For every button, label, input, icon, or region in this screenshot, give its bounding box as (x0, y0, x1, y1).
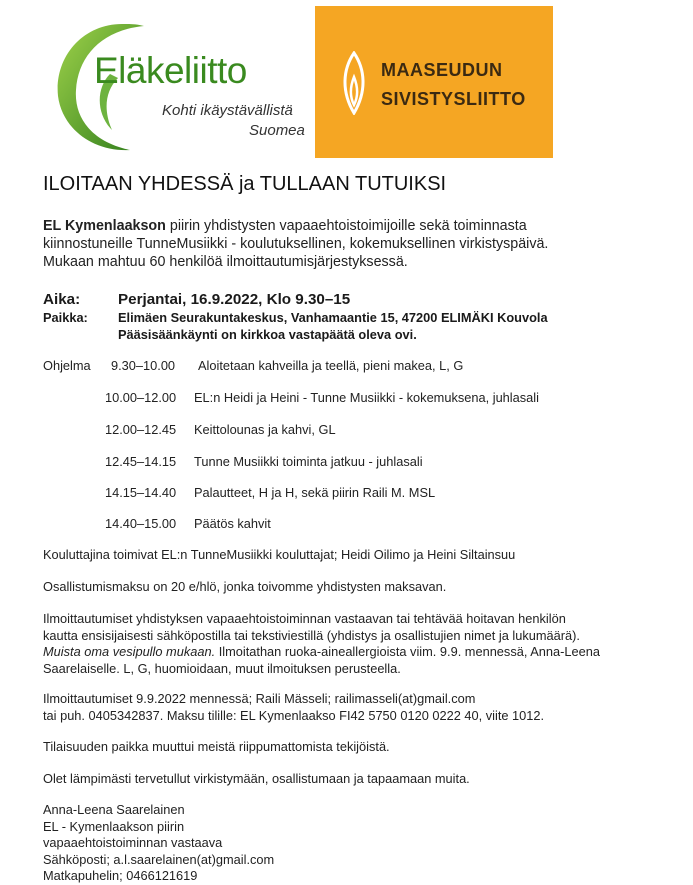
registration-line-3: Ilmoitathan ruoka-aineallergioista viim. 9.9. mennessä, Anna-Leena (215, 644, 600, 659)
program-time-2: 10.00–12.00 (105, 390, 177, 405)
elakeliitto-tagline-2: Suomea (249, 122, 305, 139)
registration-paragraph (43, 611, 600, 677)
intro-line-1: piirin yhdistysten vapaaehtoistoimijoille sekä toiminnasta (165, 218, 527, 234)
maaseudun-sivistysliitto-logo (315, 6, 553, 158)
program-time-1: 9.30–10.00 (111, 358, 176, 373)
program-desc-6: Päätös kahvit (194, 516, 271, 531)
maaseudun-line-1: MAASEUDUN (381, 60, 503, 80)
place-label: Paikka: (43, 310, 88, 325)
trainers-text: Kouluttajina toimivat EL:n TunneMusiikki kouluttajat; Heidi Oilimo ja Heini Siltainsuu (43, 547, 516, 562)
welcome-text: Olet lämpimästi tervetullut virkistymään, osallistumaan ja tapaamaan muita. (43, 771, 470, 786)
fee-text: Osallistumismaksu on 20 e/hlö, jonka toivomme yhdistysten maksavan. (43, 579, 447, 594)
signature-block (43, 802, 274, 885)
program-desc-1: Aloitetaan kahveilla ja teellä, pieni makea, L, G (198, 358, 464, 373)
deadline-line-2: tai puh. 0405342837. Maksu tilille: EL Kymenlaakso FI42 5750 0120 0222 40, viite 1012. (43, 707, 545, 723)
intro-bold: EL Kymenlaakson (43, 218, 166, 234)
intro-paragraph (43, 217, 548, 271)
elakeliitto-tagline-1: Kohti ikäystävällistä (162, 102, 293, 119)
disclaimer-text: Tilaisuuden paikka muuttui meistä riippumattomista tekijöistä. (43, 739, 390, 754)
place-line-1: Elimäen Seurakuntakeskus, Vanhamaantie 15, 47200 ELIMÄKI Kouvola (118, 310, 548, 325)
program-label: Ohjelma (43, 358, 91, 373)
registration-line-2: kautta ensisijaisesti sähköpostilla tai tekstiviestillä (yhdistys ja osallistujien nimet ja lukumäärä). (43, 627, 580, 643)
signature-org-1: EL - Kymenlaakson piirin (43, 818, 185, 834)
program-desc-3: Keittolounas ja kahvi, GL (194, 422, 336, 437)
signature-org-2: vapaaehtoistoiminnan vastaava (43, 835, 223, 850)
registration-line-1: Ilmoittautumiset yhdistyksen vapaaehtoistoiminnan vastaavan tai tehtävää hoitavan henkilön (43, 611, 566, 626)
program-time-6: 14.40–15.00 (105, 516, 177, 531)
program-time-5: 14.15–14.40 (105, 485, 177, 500)
maaseudun-line-2: SIVISTYSLIITTO (381, 89, 526, 109)
program-time-4: 12.45–14.15 (105, 454, 177, 469)
program-desc-5: Palautteet, H ja H, sekä piirin Raili M. MSL (194, 485, 436, 500)
registration-italic: Muista oma vesipullo mukaan. (43, 644, 216, 659)
time-value: Perjantai, 16.9.2022, Klo 9.30–15 (118, 291, 351, 308)
intro-line-2: kiinnostuneille TunneMusiikki - koulutuksellinen, kokemuksellinen virkistyspäivä. (43, 236, 549, 252)
leaf-flame-icon (339, 51, 369, 115)
page-title: ILOITAAN YHDESSÄ ja TULLAAN TUTUIKSI (43, 173, 447, 195)
place-line-2: Pääsisäänkäynti on kirkkoa vastapäätä oleva ovi. (118, 327, 417, 342)
signature-phone: Matkapuhelin; 0466121619 (43, 868, 198, 883)
elakeliitto-name: Eläkeliitto (94, 50, 247, 91)
program-desc-2: EL:n Heidi ja Heini - Tunne Musiikki - kokemuksena, juhlasali (194, 390, 539, 405)
signature-email: Sähköposti; a.l.saarelainen(at)gmail.com (43, 851, 275, 867)
time-label: Aika: (43, 291, 81, 308)
intro-line-3: Mukaan mahtuu 60 henkilöä ilmoittautumisjärjestyksessä. (43, 254, 408, 270)
elakeliitto-logo (52, 18, 314, 158)
signature-name: Anna-Leena Saarelainen (43, 802, 185, 817)
deadline-line-1: Ilmoittautumiset 9.9.2022 mennessä; Raili Mässeli; railimasseli(at)gmail.com (43, 691, 476, 706)
program-desc-4: Tunne Musiikki toiminta jatkuu - juhlasali (194, 454, 423, 469)
deadline-paragraph (43, 691, 544, 724)
registration-line-4: Saarelaiselle. L, G, huomioidaan, muut ilmoituksen perusteella. (43, 660, 401, 676)
program-time-3: 12.00–12.45 (105, 422, 177, 437)
